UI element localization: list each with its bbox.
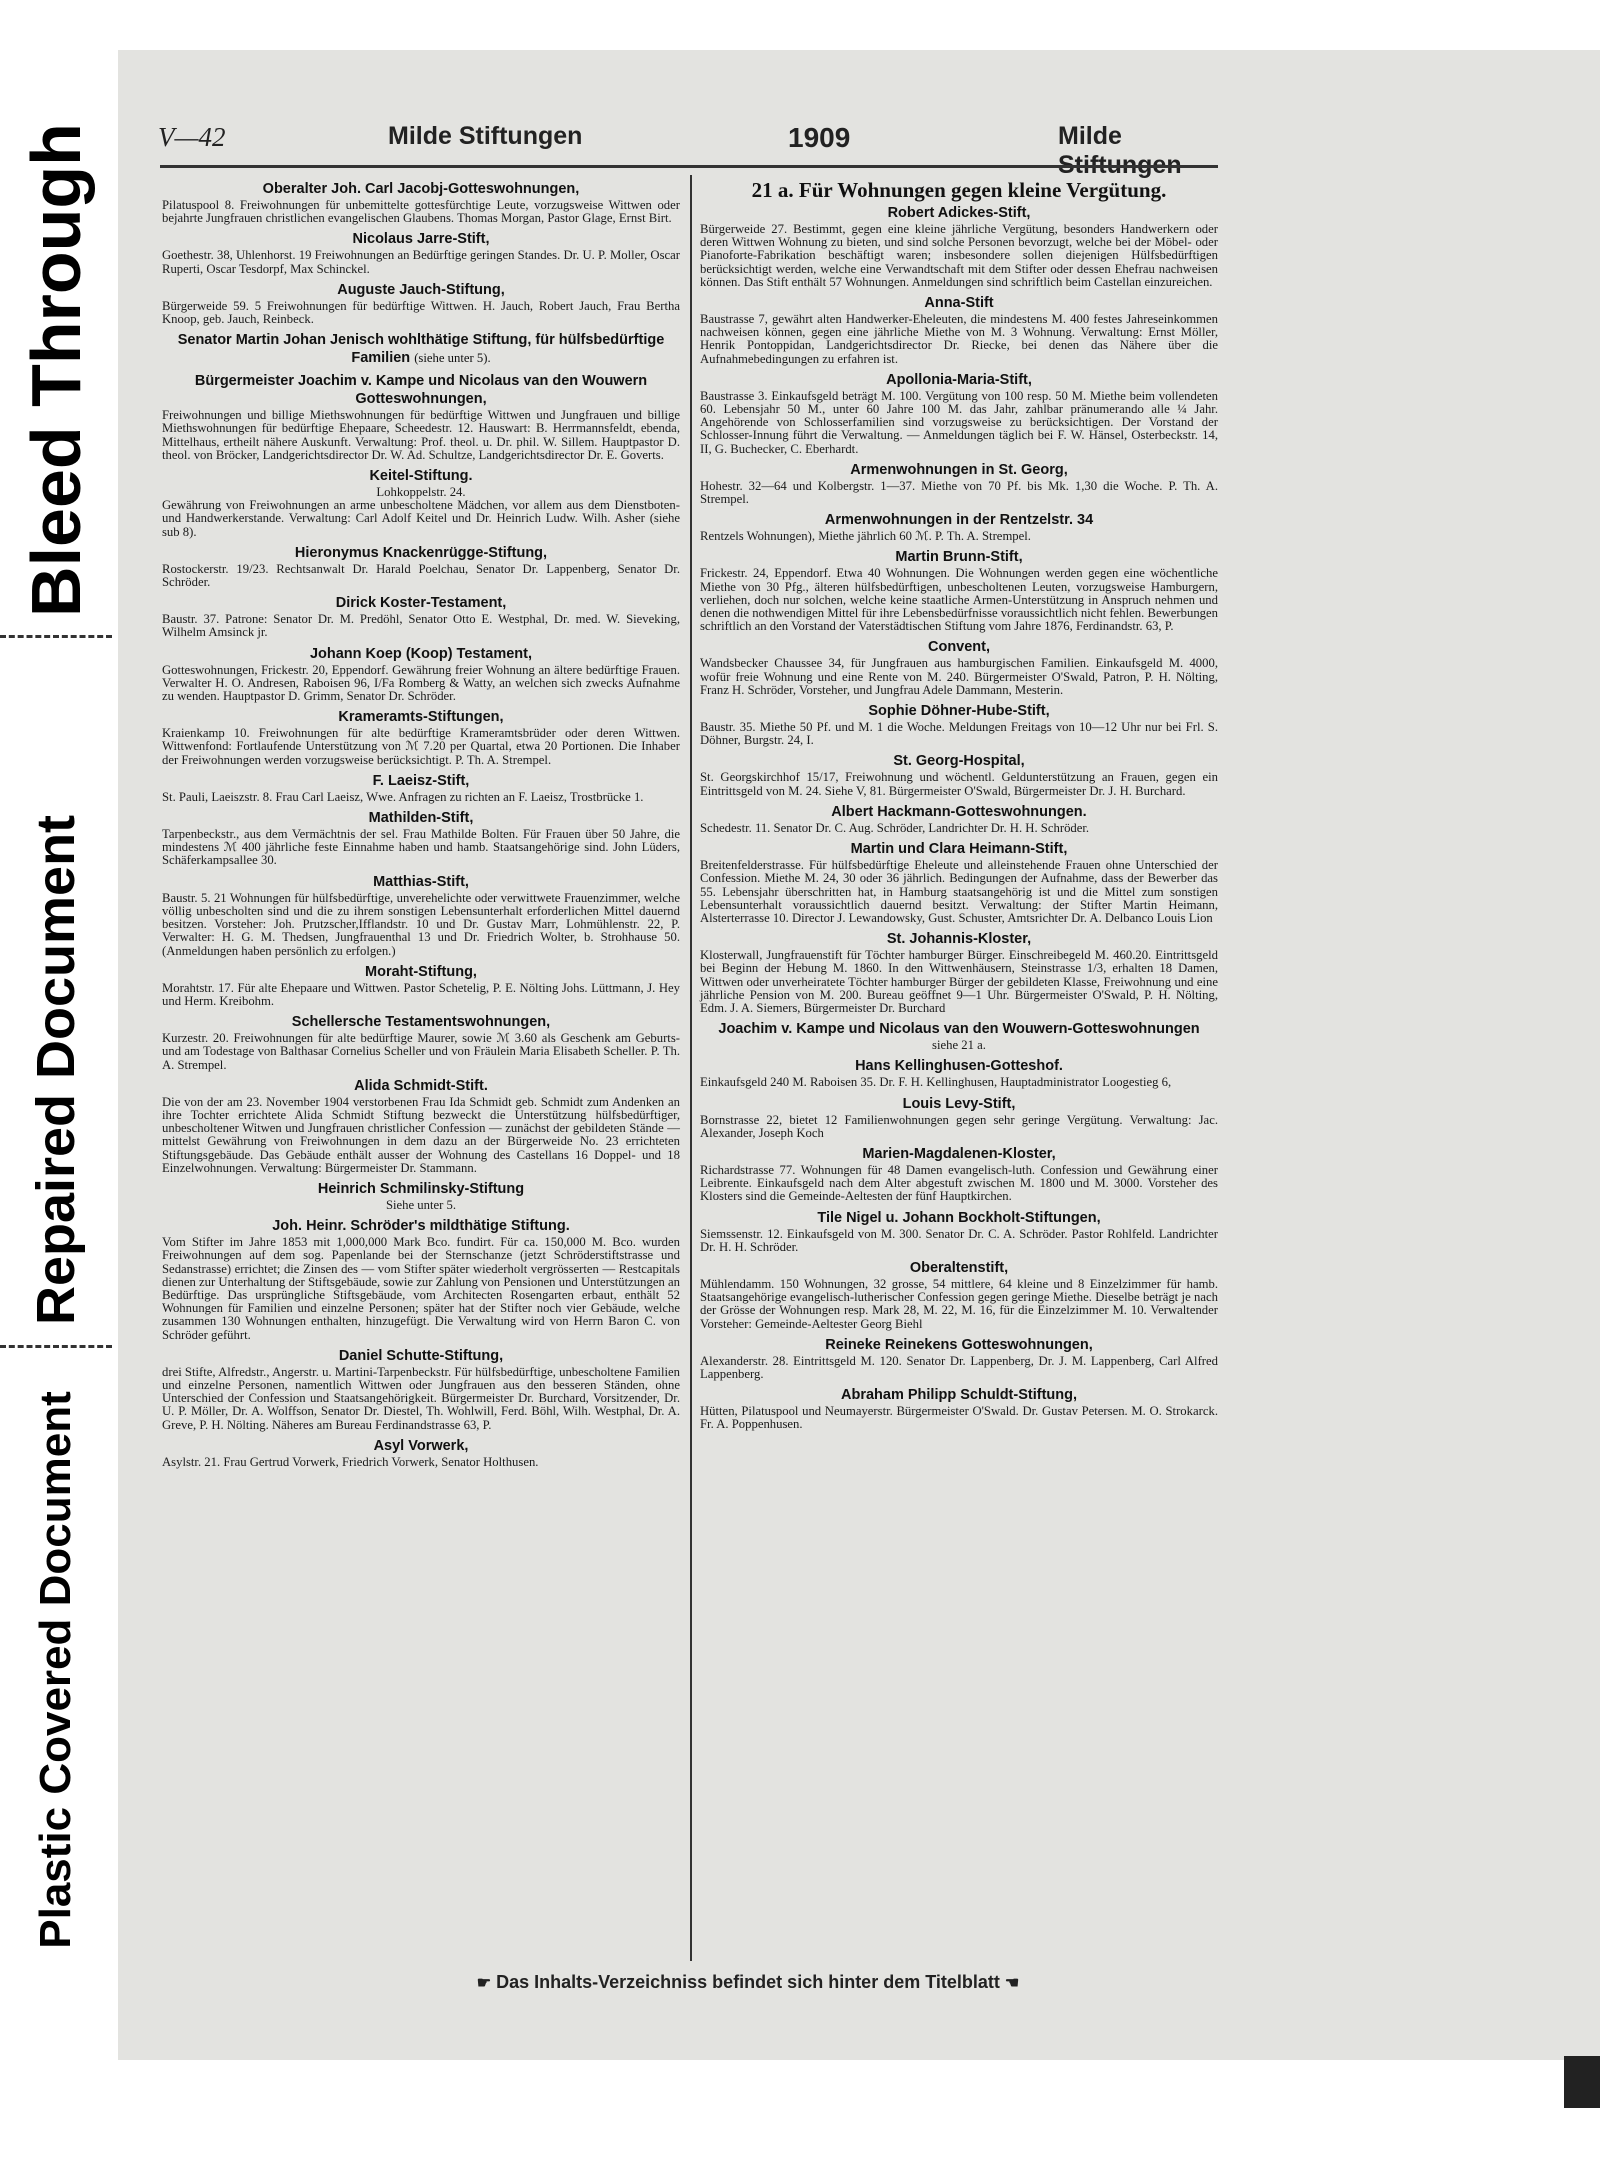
entry-title-text: Schellersche Testamentswohnungen, bbox=[291, 1014, 551, 1031]
entry-title-text: Albert Hackmann-Gotteswohnungen. bbox=[831, 803, 1087, 820]
foundation-entry bbox=[700, 371, 1218, 456]
entry-title-text: Auguste Jauch-Stiftung, bbox=[337, 281, 505, 298]
entry-text: Tarpenbeckstr., aus dem Vermächtnis der sel. Frau Mathilde Bolten. Für Frauen über 50 Jahre, die mindestens ℳ 400 jährliche feste Einnahme haben und hamb. Staatsangehörige sind. John Lüders, Schäferkampsallee 30. bbox=[162, 827, 680, 868]
entry-text: Siemssenstr. 12. Einkaufsgeld von M. 300. Senator Dr. C. A. Schröder. Pastor Rohlfeld. Landrichter Dr. H. H. Schröder. bbox=[700, 1226, 1218, 1254]
entry-title-text: Asyl Vorwerk, bbox=[373, 1437, 469, 1454]
bleed-through-label: Bleed Through bbox=[17, 123, 95, 617]
entry-title-text: Johann Koep (Koop) Testament, bbox=[309, 645, 533, 662]
entry-title-text: Martin und Clara Heimann-Stift, bbox=[850, 841, 1068, 858]
foundation-entry bbox=[700, 1057, 1218, 1089]
entry-title-text: Apollonia-Maria-Stift, bbox=[886, 371, 1032, 388]
footer-note bbox=[298, 1972, 1198, 1993]
entry-title bbox=[162, 963, 680, 981]
entry-title-text: Hans Kellinghusen-Gotteshof. bbox=[855, 1058, 1063, 1075]
entry-text: Alexanderstr. 28. Eintrittsgeld M. 120. Senator Dr. Lappenberg, Dr. J. M. Lappenberg, Carl Alfred Lappenberg. bbox=[700, 1353, 1218, 1381]
foundation-entry bbox=[700, 638, 1218, 697]
entry-text: Klosterwall, Jungfrauenstift für Töchter hamburger Bürger. Einschreibegeld M. 460.20. Eintrittsgeld bei Beginn der Hebung M. 1860. In den Wittwenhäusern, Steinstrasse 1/3, erhalten 18 Damen, Wittwen oder unverheiratete Töchter hamburger Bürger der gebildeten Klasse, Freiwohnung und eine jährliche Pension von M. 200. Bureau geöffnet 9—1 Uhr. Bürgermeister O'Swald, P. H. Nölting, Edm. J. A. Siemers, Bürgermeister Dr. Burchard bbox=[700, 948, 1218, 1015]
entry-title-text: Tile Nigel u. Johann Bockholt-Stiftungen, bbox=[817, 1209, 1101, 1226]
left-column bbox=[162, 178, 680, 1474]
entry-subtitle: Siehe unter 5. bbox=[385, 1197, 457, 1212]
entry-title bbox=[162, 594, 680, 612]
entry-title bbox=[700, 511, 1218, 529]
entry-title bbox=[162, 1437, 680, 1455]
entry-text: Breitenfelderstrasse. Für hülfsbedürftige Eheleute und alleinstehende Frauen ohne Unterschied der Confession. Miethe M. 24, 30 oder 36 jährlich. Bedingungen der Aufnahme, dass der Bewerber das 55. Lebensjahr überschritten hat, in Hamburg staatsangehörig ist und die Mittel zum sonstigen Lebensunterhalt voraussichtlich dauernd besitzt. Verwaltung: der Stifter Martin Heimann, Alsterterrasse 10. Director J. Lewandowsky, Gust. Schuster, Amtsrichter Dr. A. Delbanco Louis Lion bbox=[700, 858, 1218, 925]
entry-title-text: Senator Martin Johan Jenisch wohlthätige Stiftung, für hülfsbedürftige Familien bbox=[177, 332, 665, 367]
entry-text: Baustr. 37. Patrone: Senator Dr. M. Predöhl, Senator Otto E. Westphal, Dr. med. W. Sieveking, Wilhelm Amsinck jr. bbox=[162, 612, 680, 640]
entry-title-text: Joh. Heinr. Schröder's mildthätige Stiftung. bbox=[272, 1218, 570, 1235]
entry-title-text: Hieronymus Knackenrügge-Stiftung, bbox=[294, 544, 548, 561]
foundation-entry bbox=[700, 461, 1218, 506]
right-entries bbox=[700, 204, 1218, 1432]
entry-title-text: Reineke Reinekens Gotteswohnungen, bbox=[825, 1336, 1093, 1353]
entry-title-text: Matthias-Stift, bbox=[373, 873, 469, 890]
foundation-entry bbox=[162, 772, 680, 804]
entry-title bbox=[700, 1386, 1218, 1404]
entry-text: Kraienkamp 10. Freiwohnungen für alte bedürftige Krameramtsbrüder oder deren Wittwen. Wittwenfond: Fortlaufende Unterstützung von ℳ 7.20 per Quartal, etwa 20 Portionen. Die Inhaber der Freiwohnungen werden vorzugsweise berücksichtigt. P. Th. A. Strempel. bbox=[162, 726, 680, 767]
entry-title-text: Alida Schmidt-Stift. bbox=[354, 1077, 488, 1094]
entry-subtitle: Lohkoppelstr. 24. bbox=[376, 485, 466, 500]
entry-title-text: St. Georg-Hospital, bbox=[893, 753, 1025, 770]
entry-text: Rostockerstr. 19/23. Rechtsanwalt Dr. Harald Poelchau, Senator Dr. Lappenberg, Senator Dr. Schröder. bbox=[162, 561, 680, 590]
entry-title bbox=[162, 772, 680, 790]
entry-title-note: (siehe unter 5). bbox=[414, 351, 491, 366]
entry-text: St. Georgskirchhof 15/17, Freiwohnung und wöchentl. Geldunterstützung an Frauen, gegen ein Eintrittsgeld von M. 24. Siehe V, 81. Bürgermeister O'Swald, Bürgermeister Dr. J. H. Burchard. bbox=[700, 770, 1218, 798]
foundation-entry bbox=[162, 594, 680, 639]
entry-text: drei Stifte, Alfredstr., Angerstr. u. Martini-Tarpenbeckstr. Für hülfsbedürftige, unbescholtene Familien und einzelne Personen, namentlich Wittwen oder Jungfrauen aus den besseren Ständen, ohne Unterschied der Confession und Staatsangehörigkeit. Bürgermeister Dr. Burchard, Vorsitzender, Dr. U. P. Möller, Dr. A. Wolffson, Senator Dr. Diestel, Th. Wohlwill, Ferd. Böhl, Wilh. Westphal, Dr. A. Greve, P. H. Nölting. Näheres am Bureau Ferdinandstrasse 63, P. bbox=[162, 1364, 680, 1432]
dark-margin-strip bbox=[1564, 2056, 1600, 2108]
foundation-entry bbox=[162, 1347, 680, 1432]
entry-title-text: Mathilden-Stift, bbox=[368, 810, 474, 827]
foundation-entry bbox=[700, 1145, 1218, 1204]
entry-text: Hütten, Pilatuspool und Neumayerstr. Bürgermeister O'Swald. Dr. Gustav Petersen. M. O. Strokarck. Fr. A. Poppenhusen. bbox=[700, 1404, 1218, 1432]
pointing-hand-icon: ☚ bbox=[1004, 1975, 1020, 1992]
entry-title bbox=[162, 467, 680, 485]
entry-title bbox=[700, 752, 1218, 770]
entry-title bbox=[700, 638, 1218, 656]
foundation-entry bbox=[162, 645, 680, 704]
entry-title-text: Marien-Magdalenen-Kloster, bbox=[862, 1145, 1056, 1162]
entry-text: Hohestr. 32—64 und Kolbergstr. 1—37. Miethe von 70 Pf. bis Mk. 1,30 die Woche. P. Th. A. Strempel. bbox=[700, 478, 1218, 507]
foundation-entry bbox=[162, 1013, 680, 1072]
foundation-entry bbox=[162, 331, 680, 367]
entry-title-text: Joachim v. Kampe und Nicolaus van den Wouwern-Gotteswohnungen bbox=[718, 1021, 1200, 1038]
entry-text: Einkaufsgeld 240 M. Raboisen 35. Dr. F. H. Kellinghusen, Hauptadministrator Loogestieg 6, bbox=[700, 1075, 1172, 1090]
foundation-entry bbox=[700, 1259, 1218, 1331]
entry-title bbox=[162, 372, 680, 408]
entry-title-text: Bürgermeister Joachim v. Kampe und Nicolaus van den Wouwern Gotteswohnungen, bbox=[194, 373, 648, 408]
document-type-sidebar bbox=[0, 40, 112, 2000]
foundation-entry bbox=[700, 1336, 1218, 1381]
entry-title bbox=[162, 544, 680, 562]
entry-title bbox=[162, 809, 680, 827]
entry-title bbox=[162, 873, 680, 891]
entry-title-text: Abraham Philipp Schuldt-Stiftung, bbox=[840, 1387, 1077, 1404]
running-title-right: Milde Stiftungen bbox=[1058, 122, 1182, 179]
entry-title bbox=[162, 1013, 680, 1031]
entry-text: Bürgerweide 59. 5 Freiwohnungen für bedürftige Wittwen. H. Jauch, Robert Jauch, Frau Bertha Knoop, geb. Jauch, Reinbeck. bbox=[162, 298, 680, 327]
entry-text: Gewährung von Freiwohnungen an arme unbescholtene Mädchen, vor allem aus dem Dienstboten- und Handwerkerstande. Verwaltung: Carl Adolf Keitel und Dr. Heinrich Ludw. Wilh. Asher (siehe sub 8). bbox=[162, 498, 680, 539]
entry-title bbox=[700, 1020, 1218, 1038]
entry-title-text: Anna-Stift bbox=[924, 295, 994, 312]
foundation-entry bbox=[700, 803, 1218, 835]
entry-title bbox=[162, 331, 680, 367]
entry-title-text: Oberaltenstift, bbox=[909, 1259, 1009, 1276]
entry-text: Kurzestr. 20. Freiwohnungen für alte bedürftige Maurer, sowie ℳ 3.60 als Geschenk am Geburts- und am Todestage von Balthasar Cornelius Scheller und von Fräulein Maria Elisabeth Scheller. P. Th. A. Strempel. bbox=[162, 1031, 680, 1072]
entry-title bbox=[700, 930, 1218, 948]
entry-text: Baustr. 5. 21 Wohnungen für hülfsbedürftige, unverehelichte oder verwittwete Frauenzimmer, welche völlig unbescholten sind und die zu ihrem sonstigen Lebensunterhalt erforderlichen Mittel dauernd besitzen. Vorsteher: Joh. Prutzscher,Ifflandstr. 10 und Dr. Gustav Marr, Lohmühlenstr. 22, P. Verwalter: H. G. M. Thedsen, Jungfrauenthal 13 und Dr. Friedrich Wolter, b. Strohhause 50. (Anmeldungen haben persönlich zu erfolgen.) bbox=[162, 890, 680, 958]
entry-title-text: Armenwohnungen in St. Georg, bbox=[850, 461, 1068, 478]
entry-text: Baustrasse 7, gewährt alten Handwerker-Eheleuten, die mindestens M. 400 festes Jahreseinkommen nachweisen können, gegen eine jährliche Miethe von M. 3 Wohnung. Verwaltung: Ernst Möller, Henrik Pontoppidan, Landgerichtsdirector Dr. Riecke, bei denen das Nähere über die Aufnahmebedingungen zu erfahren ist. bbox=[700, 312, 1218, 366]
entry-title bbox=[162, 645, 680, 663]
entry-title bbox=[700, 1057, 1218, 1075]
entry-title-text: Moraht-Stiftung, bbox=[365, 963, 477, 980]
entry-text: Asylstr. 21. Frau Gertrud Vorwerk, Friedrich Vorwerk, Senator Holthusen. bbox=[162, 1454, 539, 1469]
running-title-left: Milde Stiftungen bbox=[388, 122, 583, 150]
entry-title bbox=[162, 1180, 680, 1198]
page-header bbox=[158, 122, 1218, 179]
entry-title-text: St. Johannis-Kloster, bbox=[886, 931, 1032, 948]
entry-text: Richardstrasse 77. Wohnungen für 48 Damen evangelisch-luth. Confession und Gewährung einer Leibrente. Einkaufsgeld nach dem Alter abgestuft zwischen M. 1800 und M. 3000. Vorsteher des Klosters sind die Gemeinde-Aeltesten der fünf Hauptkirchen. bbox=[700, 1162, 1218, 1204]
entry-title-text: Robert Adickes-Stift, bbox=[887, 205, 1031, 221]
entry-title bbox=[700, 1259, 1218, 1277]
foundation-entry bbox=[700, 752, 1218, 797]
entry-title bbox=[700, 204, 1218, 222]
entry-title bbox=[162, 230, 680, 248]
entry-title-text: Krameramts-Stiftungen, bbox=[338, 709, 504, 726]
entry-text: St. Pauli, Laeiszstr. 8. Frau Carl Laeisz, Wwe. Anfragen zu richten an F. Laeisz, Trostbrücke 1. bbox=[162, 789, 644, 804]
right-column bbox=[700, 178, 1218, 1437]
foundation-entry bbox=[162, 467, 680, 539]
entry-title bbox=[162, 180, 680, 198]
entry-title bbox=[700, 1095, 1218, 1113]
foundation-entry bbox=[162, 180, 680, 225]
entry-subtitle: siehe 21 a. bbox=[932, 1038, 986, 1053]
entry-text: Baustrasse 3. Einkaufsgeld beträgt M. 100. Vergütung von 100 resp. 50 M. Miethe beim vollendeten 60. Lebensjahr 50 M., unter 60 Jahre 100 M. das Jahr, zahlbar pränumerando alle ¼ Jahr. Angehörende von Schlosserfamilien sind vorzugsweise zu berücksichtigen. Der Vorstand der Schlosser-Innung führt die Verwaltung. — Anmeldungen täglich bei F. W. Hänsel, Osterbeckstr. 14, II, G. Buchecker, C. Eberhardt. bbox=[700, 388, 1218, 456]
entry-title bbox=[700, 803, 1218, 821]
foundation-entry bbox=[162, 708, 680, 767]
foundation-entry bbox=[162, 372, 680, 462]
sidebar-divider bbox=[0, 635, 112, 638]
entry-title-text: Martin Brunn-Stift, bbox=[895, 549, 1023, 566]
entry-text: Wandsbecker Chaussee 34, für Jungfrauen aus hamburgischen Familien. Einkaufsgeld M. 4000, wofür freie Wohnung und eine Rente von M. 240. Bürgermeister O'Swald, Patron, P. H. Nölting, Franz H. Schröder, Vorsteher, und Jungfrau Adele Dammann, Mesterin. bbox=[700, 656, 1218, 697]
entry-title bbox=[700, 702, 1218, 720]
entry-title bbox=[162, 1347, 680, 1365]
pointing-hand-icon: ☛ bbox=[476, 1975, 492, 1992]
page-number: V—42 bbox=[158, 122, 226, 152]
entry-title bbox=[700, 840, 1218, 858]
entry-title bbox=[162, 281, 680, 299]
foundation-entry bbox=[700, 548, 1218, 633]
entry-text: Schedestr. 11. Senator Dr. C. Aug. Schröder, Landrichter Dr. H. H. Schröder. bbox=[700, 820, 1090, 835]
header-rule bbox=[160, 165, 1218, 168]
entry-title bbox=[700, 294, 1218, 312]
entry-title bbox=[700, 461, 1218, 479]
page-year: 1909 bbox=[788, 122, 851, 153]
foundation-entry bbox=[162, 281, 680, 326]
entry-title bbox=[162, 708, 680, 726]
entry-title-text: Sophie Döhner-Hube-Stift, bbox=[868, 703, 1050, 720]
foundation-entry bbox=[162, 873, 680, 958]
foundation-entry bbox=[700, 204, 1218, 289]
foundation-entry bbox=[162, 1437, 680, 1469]
entry-title-text: Daniel Schutte-Stiftung, bbox=[338, 1347, 504, 1364]
foundation-entry bbox=[700, 1386, 1218, 1431]
foundation-entry bbox=[162, 544, 680, 589]
entry-text: Die von der am 23. November 1904 verstorbenen Frau Ida Schmidt geb. Schmidt zum Andenken an ihre Tochter errichtete Alida Schmidt Stiftung bezweckt die Unterstützung hülfsbedürftiger, unbescholtener Witwen und Jungfrauen christlicher Confession — zunächst der gebildeten Stände — mittelst Gewährung von Freiwohnungen in dem dazu an der Bürgerweide No. 23 errichteten Stiftungsgebäude. Das Gebäude enthält ausser der Wohnung des Castellans 16 Doppel- und 18 Einzelwohnungen. Verwaltung: Bürgermeister Dr. Stammann. bbox=[162, 1094, 680, 1175]
foundation-entry bbox=[162, 230, 680, 275]
foundation-entry bbox=[162, 809, 680, 868]
foundation-entry bbox=[700, 1209, 1218, 1254]
foundation-entry bbox=[700, 511, 1218, 543]
entry-text: Bürgerweide 27. Bestimmt, gegen eine kleine jährliche Vergütung, besonders Handwerkern oder deren Wittwen Wohnung zu bieten, und sind solche Personen bevorzugt, welche bei der Möbel- oder Pianoforte-Fabrikation beschäftigt waren; insbesondere sollen diejenigen Hülfsbedürftigen berücksichtigt werden, welche eine Verwandtschaft mit dem Stifter oder dessen Ehefrau nachweisen können. Das Stift enthält 57 Wohnungen. Anmeldungen sind schriftlich beim Castellan einzureichen. bbox=[700, 222, 1218, 289]
foundation-entry bbox=[162, 963, 680, 1008]
entry-title bbox=[162, 1217, 680, 1235]
section-title: 21 a. Für Wohnungen gegen kleine Vergütung. bbox=[751, 178, 1167, 202]
entry-title-text: Armenwohnungen in der Rentzelstr. 34 bbox=[824, 512, 1094, 529]
foundation-entry bbox=[700, 294, 1218, 366]
entry-text: Freiwohnungen und billige Miethswohnungen für bedürftige Wittwen und Jungfrauen und billige Miethswohnungen für bedürftige Ehepaare, Scheedestr. 12. Hauswart: B. Herrmannsfeldt, ebenda, Mittelhaus, ertheilt nähere Auskunft. Verwaltung: Prof. theol. u. Dr. phil. W. Sillem. Hauptpastor D. theol. von Bröcker, Landgerichtsdirector Dr. W. Ad. Schultze, Landgerichtsdirector Dr. E. Goverts. bbox=[162, 408, 680, 462]
entry-title-text: Heinrich Schmilinsky-Stiftung bbox=[317, 1180, 525, 1197]
entry-title-text: Nicolaus Jarre-Stift, bbox=[352, 231, 490, 248]
foundation-entry bbox=[700, 702, 1218, 747]
foundation-entry bbox=[700, 1020, 1218, 1052]
entry-title bbox=[700, 1209, 1218, 1227]
entry-title bbox=[700, 371, 1218, 389]
entry-title bbox=[162, 1077, 680, 1095]
entry-text: Goethestr. 38, Uhlenhorst. 19 Freiwohnungen an Bedürftige geringen Standes. Dr. U. P. Moller, Oscar Ruperti, Oscar Tesdorpf, Max Schinckel. bbox=[162, 248, 680, 276]
entry-title-text: Convent, bbox=[927, 639, 991, 656]
entry-title bbox=[700, 548, 1218, 566]
entry-text: Mühlendamm. 150 Wohnungen, 32 grosse, 54 mittlere, 64 kleine und 8 Einzelzimmer für hamb. Staatsangehörige evangelisch-lutherischer Confession gegen geringe Miethe. Dieselbe beträgt je nach der Grösse der Wohnungen resp. Mark 28, M. 22, M. 16, für die Einzelzimmer M. 10. Verwaltender Vorsteher: Gemeinde-Aeltester Georg Biehl bbox=[700, 1276, 1218, 1331]
footer-text: Das Inhalts-Verzeichniss befindet sich hinter dem Titelblatt bbox=[496, 1972, 1000, 1992]
entry-title-text: Dirick Koster-Testament, bbox=[335, 595, 507, 612]
entry-text: Rentzels Wohnungen), Miethe jährlich 60 ℳ. P. Th. A. Strempel. bbox=[700, 529, 1031, 544]
entry-title-text: Keitel-Stiftung. bbox=[369, 468, 473, 485]
entry-text: Bornstrasse 22, bietet 12 Familienwohnungen gegen sehr geringe Vergütung. Verwaltung: Jac. Alexander, Joseph Koch bbox=[700, 1112, 1218, 1140]
plastic-covered-label: Plastic Covered Document bbox=[31, 1391, 80, 1949]
entry-text: Pilatuspool 8. Freiwohnungen für unbemittelte gottesfürchtige Leute, vorzugsweise Wittwen oder bejahrte Jungfrauen christlichen evangelischen Glaubens. Thomas Morgan, Pastor Glage, Ernst Birt. bbox=[162, 198, 680, 226]
entry-text: Vom Stifter im Jahre 1853 mit 1,000,000 Mark Bco. fundirt. Für ca. 150,000 M. Bco. wurden Freiwohnungen auf dem sog. Papenlande bei der Sternschanze (jetzt Schröderstiftstrasse und Sedanstrasse) errichtet; die Zinsen des — vom Stifter später wiederholt vergrösserten — Restcapitals dienen zur Unterhaltung der Stiftsgebäude, sowie zur Zahlung von Pensionen und Unterstützungen an Bedürftige. Das ursprüngliche Stiftsgebäude, vom Architecten Rosengarten erbaut, enthält 52 Wohnungen für Familien und einzelne Personen; später hat der Stifter noch vier Gebäude, welche zusammen 130 Wohnungen enthalten, hinzugefügt. Die Verwaltung wird von Herrn Baron C. von Schröder geführt. bbox=[162, 1235, 680, 1342]
foundation-entry bbox=[162, 1180, 680, 1212]
entry-text: Morahtstr. 17. Für alte Ehepaare und Wittwen. Pastor Schetelig, P. E. Nölting Johs. Lüttmann, J. Hey und Herm. Kreibohm. bbox=[162, 980, 680, 1008]
foundation-entry bbox=[700, 840, 1218, 925]
scanned-page bbox=[118, 50, 1600, 2060]
repaired-document-label: Repaired Document bbox=[26, 814, 86, 1326]
entry-title-text: F. Laeisz-Stift, bbox=[372, 772, 470, 789]
entry-title-text: Oberalter Joh. Carl Jacobj-Gotteswohnungen, bbox=[262, 181, 580, 197]
entry-text: Baustr. 35. Miethe 50 Pf. und M. 1 die Woche. Meldungen Freitags von 10—12 Uhr nur bei Frl. S. Döhner, Burgstr. 24, I. bbox=[700, 720, 1218, 748]
entry-title bbox=[700, 1145, 1218, 1163]
entry-title-text: Louis Levy-Stift, bbox=[902, 1095, 1016, 1112]
entry-title bbox=[700, 1336, 1218, 1354]
entry-text: Frickestr. 24, Eppendorf. Etwa 40 Wohnungen. Die Wohnungen werden gegen eine wöchentliche Miethe von 30 Pfg., älteren hülfsbedürftigen, unbescholtenen Leuten, vorzugsweise Hamburgern, verliehen, doch nur solchen, welche keine staatliche Armen-Unterstützung in Anspruch nehmen und denen die nothwendigen Mittel für ihre Lebensbedürfnisse voraussichtlich nicht fehlen. Bewerbungen schriftlich an den Vorstand der Vaterstädtischen Stiftung vom Jahre 1876, Ferdinandstr. 63, P. bbox=[700, 566, 1218, 634]
foundation-entry bbox=[700, 1095, 1218, 1140]
foundation-entry bbox=[700, 930, 1218, 1015]
entry-text: Gotteswohnungen, Frickestr. 20, Eppendorf. Gewährung freier Wohnung an ältere bedürftige Frauen. Verwalter H. O. Andresen, Raboisen 96, I/Fa Romberg & Watty, an welchen sich zwecks Aufnahme zu wenden. Hauptpastor D. Grimm, Senator Dr. Schröder. bbox=[162, 662, 680, 704]
foundation-entry bbox=[162, 1217, 680, 1342]
column-separator bbox=[690, 175, 692, 1961]
foundation-entry bbox=[162, 1077, 680, 1175]
sidebar-divider bbox=[0, 1345, 112, 1348]
